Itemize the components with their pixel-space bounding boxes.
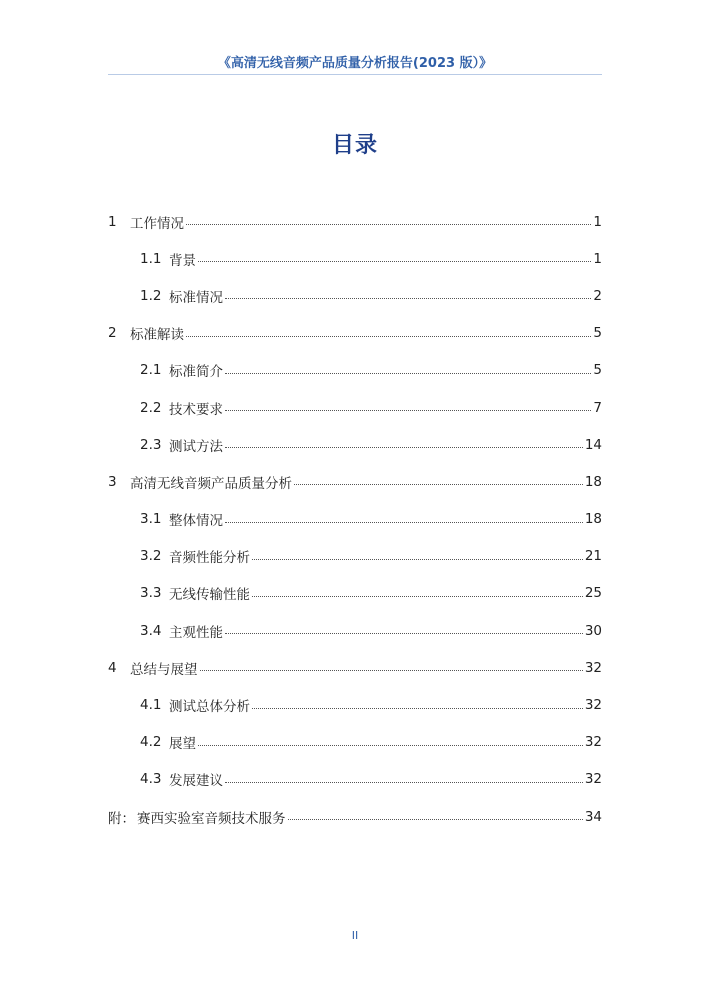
toc-entry-page: 1 (593, 213, 602, 230)
dot-leader (225, 410, 591, 411)
toc-entry-number: 4.1 (140, 697, 162, 714)
dot-leader (198, 261, 591, 262)
toc-entry[interactable] (108, 315, 602, 352)
toc-entry-page: 2 (593, 287, 602, 304)
toc-entry-title: 赛西实验室音频技术服务 (137, 810, 286, 827)
toc-entry[interactable] (108, 463, 602, 500)
toc-entry[interactable] (108, 277, 602, 314)
toc-entry-number: 3.3 (140, 585, 162, 602)
toc-entry-title: 主观性能 (169, 624, 223, 641)
toc-entry-page: 34 (584, 808, 602, 825)
toc-entry[interactable] (108, 612, 602, 649)
toc-entry-page: 18 (584, 473, 602, 490)
table-of-contents (108, 203, 602, 835)
dot-leader (288, 819, 583, 820)
toc-entry-title: 无线传输性能 (169, 587, 250, 604)
toc-entry-page: 5 (593, 325, 602, 342)
running-header-title: 《高清无线音频产品质量分析报告(2023 版）》 (217, 56, 493, 71)
toc-entry[interactable] (108, 389, 602, 426)
toc-entry-title: 测试方法 (169, 438, 223, 455)
dot-leader (252, 596, 583, 597)
dot-leader (198, 745, 583, 746)
toc-entry[interactable] (108, 538, 602, 575)
toc-entry-page: 32 (584, 697, 602, 714)
toc-entry-page: 1 (593, 250, 602, 267)
toc-entry[interactable] (108, 798, 602, 835)
toc-entry-number: 1.2 (140, 287, 162, 304)
dot-leader (225, 633, 583, 634)
toc-entry-title: 发展建议 (169, 773, 223, 790)
dot-leader (225, 447, 583, 448)
toc-entry-title: 总结与展望 (130, 661, 198, 678)
toc-entry-title: 音频性能分析 (169, 550, 250, 567)
toc-entry-page: 5 (593, 362, 602, 379)
page-number: II (351, 929, 359, 942)
toc-entry[interactable] (108, 203, 602, 240)
toc-entry-number: 3.2 (140, 548, 162, 565)
toc-entry[interactable] (108, 761, 602, 798)
toc-entry-title: 测试总体分析 (169, 699, 250, 716)
toc-entry-page: 18 (584, 511, 602, 528)
toc-entry[interactable] (108, 352, 602, 389)
toc-entry-number: 1.1 (140, 250, 162, 267)
toc-entry-number: 4.2 (140, 734, 162, 751)
toc-entry-page: 32 (584, 734, 602, 751)
toc-entry-number: 4 (108, 659, 117, 676)
toc-entry-number: 3.1 (140, 511, 162, 528)
dot-leader (200, 670, 583, 671)
toc-heading: 目录 (331, 133, 378, 158)
toc-entry[interactable] (108, 724, 602, 761)
toc-entry-title: 高清无线音频产品质量分析 (130, 475, 292, 492)
toc-entry-page: 21 (584, 548, 602, 565)
toc-entry-page: 32 (584, 659, 602, 676)
toc-entry-number: 1 (108, 213, 117, 230)
toc-entry-number: 2.1 (140, 362, 162, 379)
dot-leader (186, 336, 591, 337)
toc-entry-page: 30 (584, 622, 602, 639)
dot-leader (252, 559, 583, 560)
dot-leader (294, 484, 583, 485)
toc-entry-number: 3.4 (140, 622, 162, 639)
header-divider (108, 74, 602, 75)
toc-entry[interactable] (108, 501, 602, 538)
toc-entry-number: 附： (108, 810, 135, 827)
toc-entry-page: 25 (584, 585, 602, 602)
toc-entry-number: 2.3 (140, 436, 162, 453)
dot-leader (186, 224, 591, 225)
toc-entry-page: 32 (584, 771, 602, 788)
toc-entry[interactable] (108, 575, 602, 612)
toc-entry-title: 标准简介 (169, 364, 223, 381)
toc-entry-page: 14 (584, 436, 602, 453)
toc-entry-number: 2.2 (140, 399, 162, 416)
toc-entry-title: 标准解读 (130, 327, 184, 344)
toc-entry[interactable] (108, 686, 602, 723)
toc-entry[interactable] (108, 649, 602, 686)
toc-entry-title: 技术要求 (169, 401, 223, 418)
toc-entry-title: 展望 (169, 736, 196, 753)
toc-entry[interactable] (108, 240, 602, 277)
dot-leader (225, 298, 591, 299)
dot-leader (252, 708, 583, 709)
toc-entry-title: 标准情况 (169, 289, 223, 306)
toc-entry-number: 3 (108, 473, 117, 490)
toc-entry-number: 2 (108, 325, 117, 342)
toc-entry-title: 背景 (169, 252, 196, 269)
toc-entry-title: 工作情况 (130, 215, 184, 232)
toc-entry-page: 7 (593, 399, 602, 416)
dot-leader (225, 782, 583, 783)
toc-entry-number: 4.3 (140, 771, 162, 788)
toc-entry-title: 整体情况 (169, 513, 223, 530)
toc-entry[interactable] (108, 426, 602, 463)
dot-leader (225, 522, 583, 523)
dot-leader (225, 373, 591, 374)
